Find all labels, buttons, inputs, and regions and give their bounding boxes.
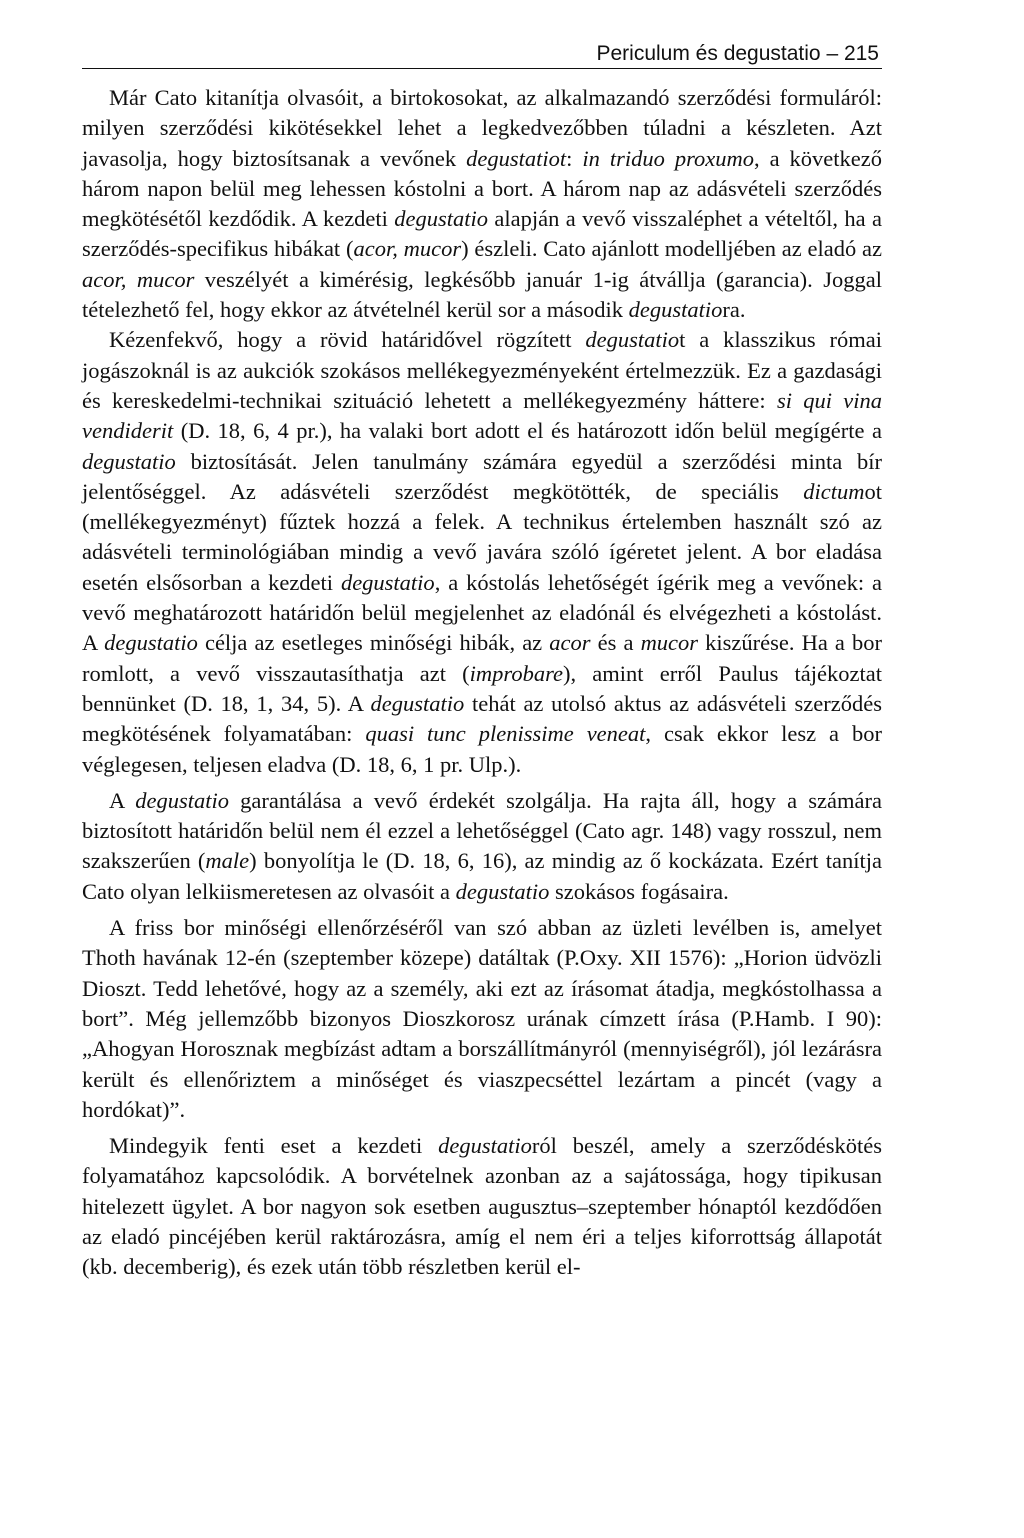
italic-term: degustatiot	[466, 145, 567, 171]
text-run: , csak ekkor lesz a bor véglegesen, teljesen eladva (D. 18, 6, 1 pr. Ulp.).	[82, 721, 882, 777]
text-run: ról beszél, amely a szerződéskötés folyamatához kapcsolódik. A borvételnek azonban az a sajátossága, hogy tipikusan hitelezett ügylet. A bor nagyon sok esetben augusztus–szeptember hónaptól kezdődően az eladó pincéjében kerül raktározásra, amíg el nem éri a teljes kiforrottság állapotát (kb. decemberig), és ezek után több részletben kerül el-	[82, 1133, 882, 1280]
paragraph-5	[82, 1131, 882, 1282]
italic-term: si qui vina vendiderit	[82, 387, 882, 444]
italic-term: quasi tunc plenissime veneat	[365, 721, 646, 747]
italic-term: degustatio	[340, 569, 435, 595]
italic-term: acor, mucor	[82, 266, 195, 292]
text-run: ot (mellékegyezményt) fűztek hozzá a felek. A technikus értelemben használt szó az adásvételi terminológiában mindig a vevő javára szóló ígéretet jelent. A bor eladása esetén elsősorban a kezdeti	[82, 478, 882, 595]
paragraph-3	[82, 786, 882, 907]
italic-term: degustatio	[628, 297, 723, 323]
italic-term: degustatio	[455, 878, 550, 904]
italic-term: degustatio	[135, 787, 229, 813]
text-run: , a kóstolás lehetőségét ígérik meg a vevőnek: a vevő meghatározott határidőn belül megjelenhet az eladónál és elvégezheti a kóstolást. A	[82, 569, 882, 656]
text-run: Kézenfekvő, hogy a rövid határidővel rögzített	[109, 327, 586, 353]
text-run: alapján a vevő visszaléphet a vételtől, ha a szerződés-specifikus hibákat (	[82, 206, 882, 262]
text-run: ), amint erről Paulus tájékoztat bennünket (D. 18, 1, 34, 5). A	[82, 660, 882, 716]
italic-term: degustatio	[82, 448, 176, 474]
text-run: A	[109, 787, 136, 813]
text-run: A friss bor minőségi ellenőrzéséről van szó abban az üzleti levélben is, amelyet Thoth havának 12-én (szeptember közepe) datáltak (P.Oxy. XII 1576): „Horion üdvözli Dioszt. Tedd lehetővé, hogy az a személy, aki ezt az írásomat átadja, megkóstolhassa a bort”. Még jellemzőbb bizonyos Dioszkorosz urának címzett írása (P.Hamb. I 90): „Ahogyan Horosznak megbízást adtam a borszállítmányról (mennyiségről), jól lezárásra került és ellenőriztem a minőséget és viaszpecséttel lezártam a pincét (vagy a hordókat)”.	[82, 915, 882, 1122]
italic-term: degustatio	[370, 690, 465, 716]
paragraph-4	[82, 913, 882, 1125]
italic-term: degustatio	[438, 1133, 532, 1159]
text-run: kiszűrése. Ha a bor romlott, a vevő visszautasíthatja azt (	[82, 630, 883, 686]
text-run: ) észleli. Cato ajánlott modelljében az eladó az	[461, 236, 882, 262]
text-run: , a következő három napon belül meg lehessen kóstolni a bort. A három nap az adásvételi szerződés megkötésétől kezdődik. A kezdeti	[82, 145, 882, 232]
text-run: tehát az utolsó aktus az adásvételi szerződés megkötésének folyamatában:	[82, 690, 882, 747]
italic-term: acor	[549, 630, 591, 656]
text-run: és a	[590, 630, 641, 656]
italic-term: degustatio	[585, 327, 680, 353]
italic-term: acor, mucor	[353, 236, 462, 262]
page	[82, 40, 882, 1283]
running-header: Periculum és degustatio – 215	[596, 42, 879, 65]
italic-term: mucor	[640, 630, 699, 656]
text-run: (D. 18, 6, 4 pr.), ha valaki bort adott el és határozott időn belül megígérte a	[173, 418, 882, 444]
text-run: :	[566, 145, 583, 171]
text-run: t a klasszikus római jogászoknál is az aukciók szokásos mellékegyezményeként értelmezzük. Ez a gazdasági és kereskedelmi-technikai szituáció lehetett a mellékegyezmény háttere:	[82, 327, 882, 413]
header-rule	[82, 68, 882, 69]
paragraph-2	[82, 325, 882, 779]
italic-term: improbare	[469, 660, 563, 686]
text-run: biztosítását. Jelen tanulmány számára egyedül a szerződési minta bír jelentőséggel. Az adásvételi szerződést megkötötték, de speciális	[82, 448, 882, 504]
italic-term: dictum	[803, 478, 865, 504]
text-run: Mindegyik fenti eset a kezdeti	[109, 1133, 439, 1159]
paragraph-1	[82, 83, 882, 325]
text-run: veszélyét a kimérésig, legkésőbb január 1-ig átvállja (garancia). Joggal tételezhető fel, hogy ekkor az átvételnél kerül sor a második	[82, 266, 882, 323]
italic-term: in triduo proxumo	[582, 145, 754, 171]
text-run: Már Cato kitanítja olvasóit, a birtokosokat, az alkalmazandó szerződési formuláról: milyen szerződési kikötésekkel lehet a legkedvezőbben túladni a készleten. Azt javasolja, hogy biztosítsanak a vevőnek	[82, 85, 882, 171]
body-text	[82, 83, 882, 1283]
text-run: szokásos fogásaira.	[549, 878, 729, 904]
text-run: garantálása a vevő érdekét szolgálja. Ha rajta áll, hogy a számára biztosított határidőn belül nem él ezzel a lehetőséggel (Cato agr. 148) vagy rosszul, nem szakszerűen (	[82, 787, 882, 874]
italic-term: degustatio	[394, 206, 489, 232]
text-run: ) bonyolítja le (D. 18, 6, 16), az mindig az ő kockázata. Ezért tanítja Cato olyan lelkiismeretesen az olvasóit a	[82, 848, 882, 904]
italic-term: degustatio	[104, 630, 198, 656]
text-run: ra.	[722, 297, 746, 323]
text-run: célja az esetleges minőségi hibák, az	[197, 630, 550, 656]
italic-term: male	[205, 848, 250, 874]
